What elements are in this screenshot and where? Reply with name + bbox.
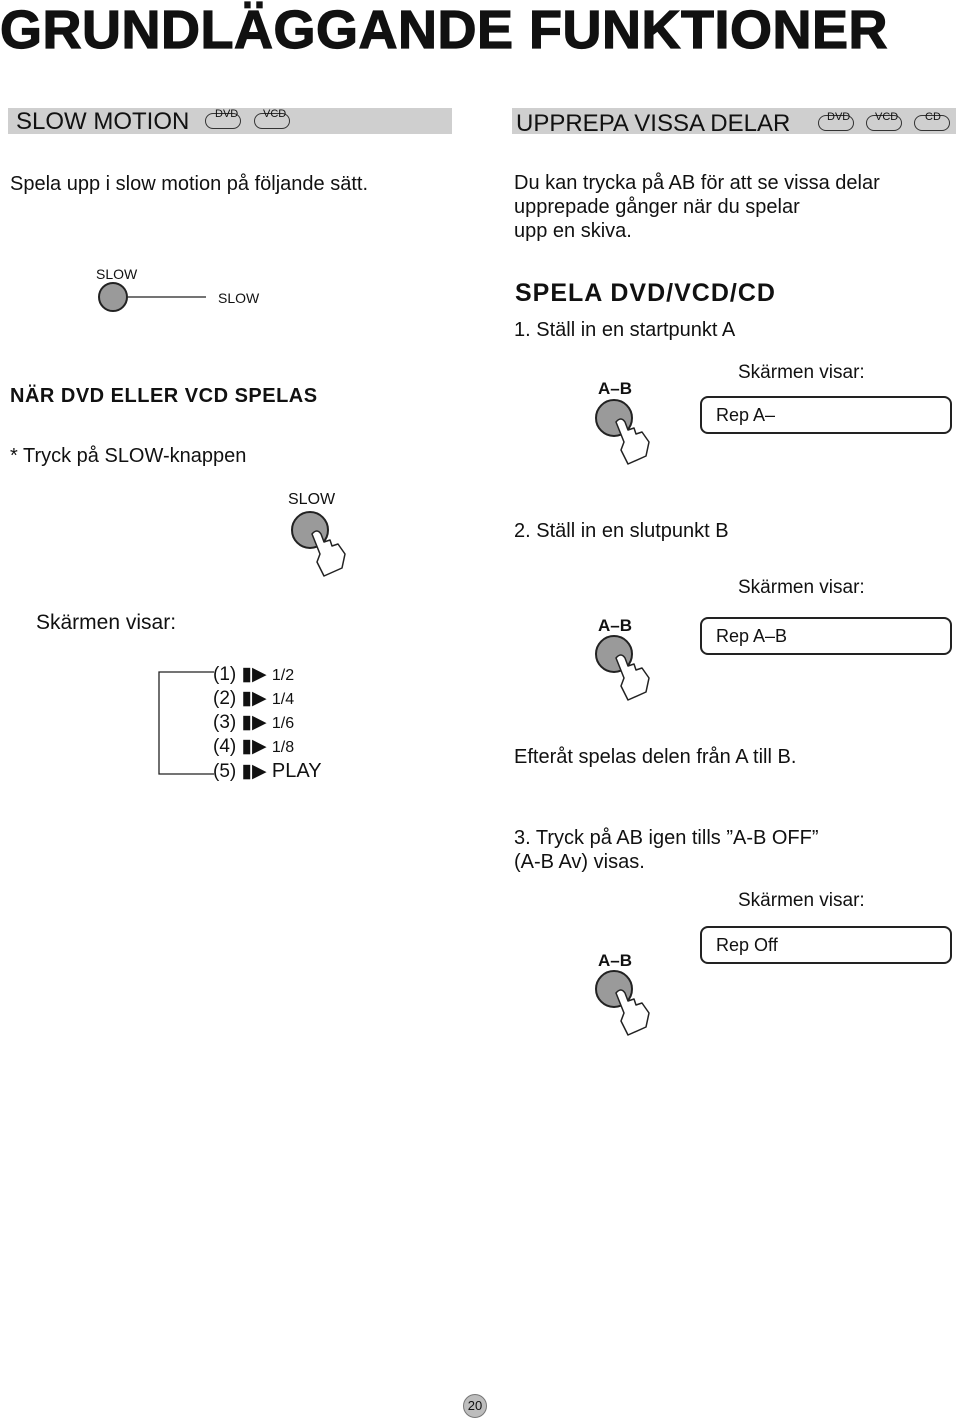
screen-display-1	[700, 396, 952, 434]
hand-press-icon	[290, 510, 354, 584]
menu-item-5	[213, 760, 322, 783]
step-3-text-line-2: (A-B Av) visas.	[514, 851, 645, 873]
menu-num: (4)	[213, 736, 237, 757]
hand-press-ab-icon	[594, 969, 658, 1041]
vcd-badge-label: VCD	[875, 111, 899, 123]
menu-speed: 1/2	[271, 667, 295, 684]
hand-press-ab-icon	[594, 398, 658, 470]
vcd-badge-label: VCD	[263, 108, 287, 120]
step-2-after-text: Efteråt spelas delen från A till B.	[514, 746, 797, 768]
menu-speed: PLAY	[271, 760, 322, 782]
menu-item-3	[213, 711, 294, 734]
ab-button-label: A–B	[598, 379, 633, 398]
subheading-dvd-vcd: NÄR DVD ELLER VCD SPELAS	[10, 385, 318, 407]
repeat-intro-line-2: upprepade gånger när du spelar	[514, 196, 800, 218]
slow-callout-label: SLOW	[218, 290, 260, 306]
spela-heading: SPELA DVD/VCD/CD	[515, 279, 776, 307]
screen-display-3	[700, 926, 952, 964]
menu-num: (3)	[213, 712, 237, 733]
menu-speed: 1/6	[271, 715, 295, 732]
screen-display-2	[700, 617, 952, 655]
section-title-repeat: UPPREPA VISSA DELAR	[516, 110, 791, 137]
menu-num: (5)	[213, 761, 237, 782]
page-number: 20	[463, 1394, 487, 1418]
page-title: GRUNDLÄGGANDE FUNKTIONER	[0, 0, 888, 60]
menu-speed: 1/4	[271, 691, 295, 708]
ab-button-label: A–B	[598, 951, 633, 970]
menu-speed: 1/8	[271, 739, 295, 756]
play-slow-icon: ▮▶	[241, 736, 267, 757]
step-1-text: 1. Ställ in en startpunkt A	[514, 319, 736, 341]
cd-badge-label: CD	[925, 111, 941, 123]
press-slow-label: SLOW	[288, 491, 336, 508]
play-slow-icon: ▮▶	[241, 664, 267, 685]
play-icon: ▮▶	[241, 761, 267, 782]
screen-display-text: Rep A–	[716, 405, 776, 425]
menu-item-1	[213, 663, 294, 686]
screen-display-text: Rep A–B	[716, 626, 788, 646]
step-2-screen-label: Skärmen visar:	[738, 577, 865, 598]
play-slow-icon: ▮▶	[241, 688, 267, 709]
menu-item-2	[213, 687, 294, 710]
ab-button-label: A–B	[598, 616, 633, 635]
step-1-screen-label: Skärmen visar:	[738, 362, 865, 383]
step-3-text-line-1: 3. Tryck på AB igen tills ”A-B OFF”	[514, 827, 819, 849]
menu-loop-bracket	[156, 670, 216, 778]
slow-screen-label: Skärmen visar:	[36, 611, 177, 634]
menu-num: (1)	[213, 664, 237, 685]
slow-button-diagram	[96, 282, 208, 314]
slow-button-icon	[99, 283, 127, 311]
screen-display-text: Rep Off	[716, 935, 778, 955]
repeat-intro-line-3: upp en skiva.	[514, 220, 632, 242]
dvd-badge-label: DVD	[827, 111, 851, 123]
slow-intro: Spela upp i slow motion på följande sätt.	[10, 173, 368, 195]
menu-item-4	[213, 735, 294, 758]
slow-instruction: * Tryck på SLOW-knappen	[10, 445, 247, 467]
menu-num: (2)	[213, 688, 237, 709]
repeat-intro-line-1: Du kan trycka på AB för att se vissa delar	[514, 172, 880, 194]
hand-press-ab-icon	[594, 634, 658, 706]
dvd-badge-label: DVD	[215, 108, 239, 120]
step-3-screen-label: Skärmen visar:	[738, 890, 865, 911]
play-slow-icon: ▮▶	[241, 712, 267, 733]
section-title-slow-motion: SLOW MOTION	[16, 108, 190, 135]
step-2-text: 2. Ställ in en slutpunkt B	[514, 520, 729, 542]
slow-button-label: SLOW	[96, 266, 138, 282]
